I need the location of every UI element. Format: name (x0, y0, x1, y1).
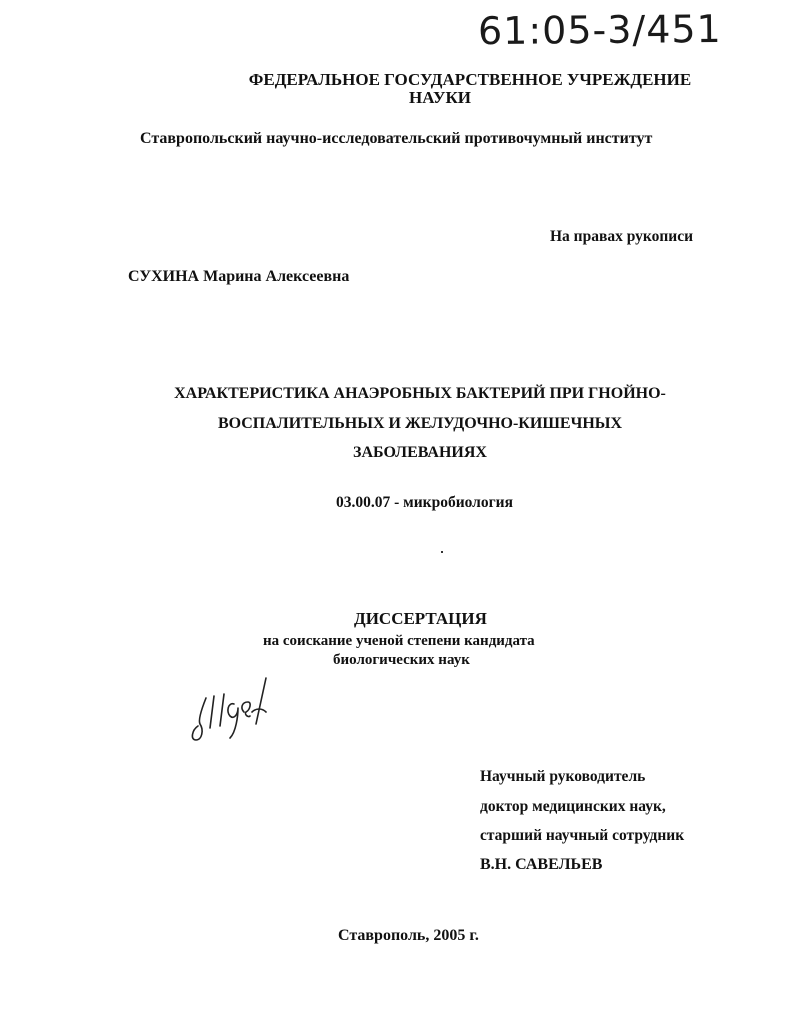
dissertation-subtitle-1: на соискание ученой степени кандидата (263, 633, 535, 649)
dissertation-title: ДИССЕРТАЦИЯ (354, 609, 487, 628)
stray-dot (441, 551, 443, 553)
institution-line-1: ФЕДЕРАЛЬНОЕ ГОСУДАРСТВЕННОЕ УЧРЕЖДЕНИЕ (248, 70, 692, 89)
dissertation-subtitle-2: биологических наук (333, 652, 470, 668)
thesis-title-line-1: ХАРАКТЕРИСТИКА АНАЭРОБНЫХ БАКТЕРИЙ ПРИ ГНОЙНО- (174, 385, 666, 402)
thesis-title-line-2: ВОСПАЛИТЕЛЬНЫХ И ЖЕЛУДОЧНО-КИШЕЧНЫХ (217, 415, 623, 432)
handwritten-signature (184, 668, 284, 748)
supervisor-name: В.Н. САВЕЛЬЕВ (480, 856, 603, 873)
supervisor-role: Научный руководитель (480, 768, 646, 785)
supervisor-position: старший научный сотрудник (480, 827, 685, 844)
specialty-code: 03.00.07 - микробиология (336, 494, 513, 511)
manuscript-rights: На правах рукописи (550, 228, 694, 245)
thesis-title-line-3: ЗАБОЛЕВАНИЯХ (353, 444, 487, 461)
institution-line-2: НАУКИ (408, 88, 472, 107)
institution-name: Ставропольский научно-исследовательский противочумный институт (140, 130, 653, 147)
supervisor-degree: доктор медицинских наук, (480, 798, 666, 815)
archive-stamp-code: 61:05-3/451 (477, 6, 722, 54)
author-name: СУХИНА Марина Алексеевна (128, 268, 350, 285)
place-and-year: Ставрополь, 2005 г. (338, 927, 479, 944)
